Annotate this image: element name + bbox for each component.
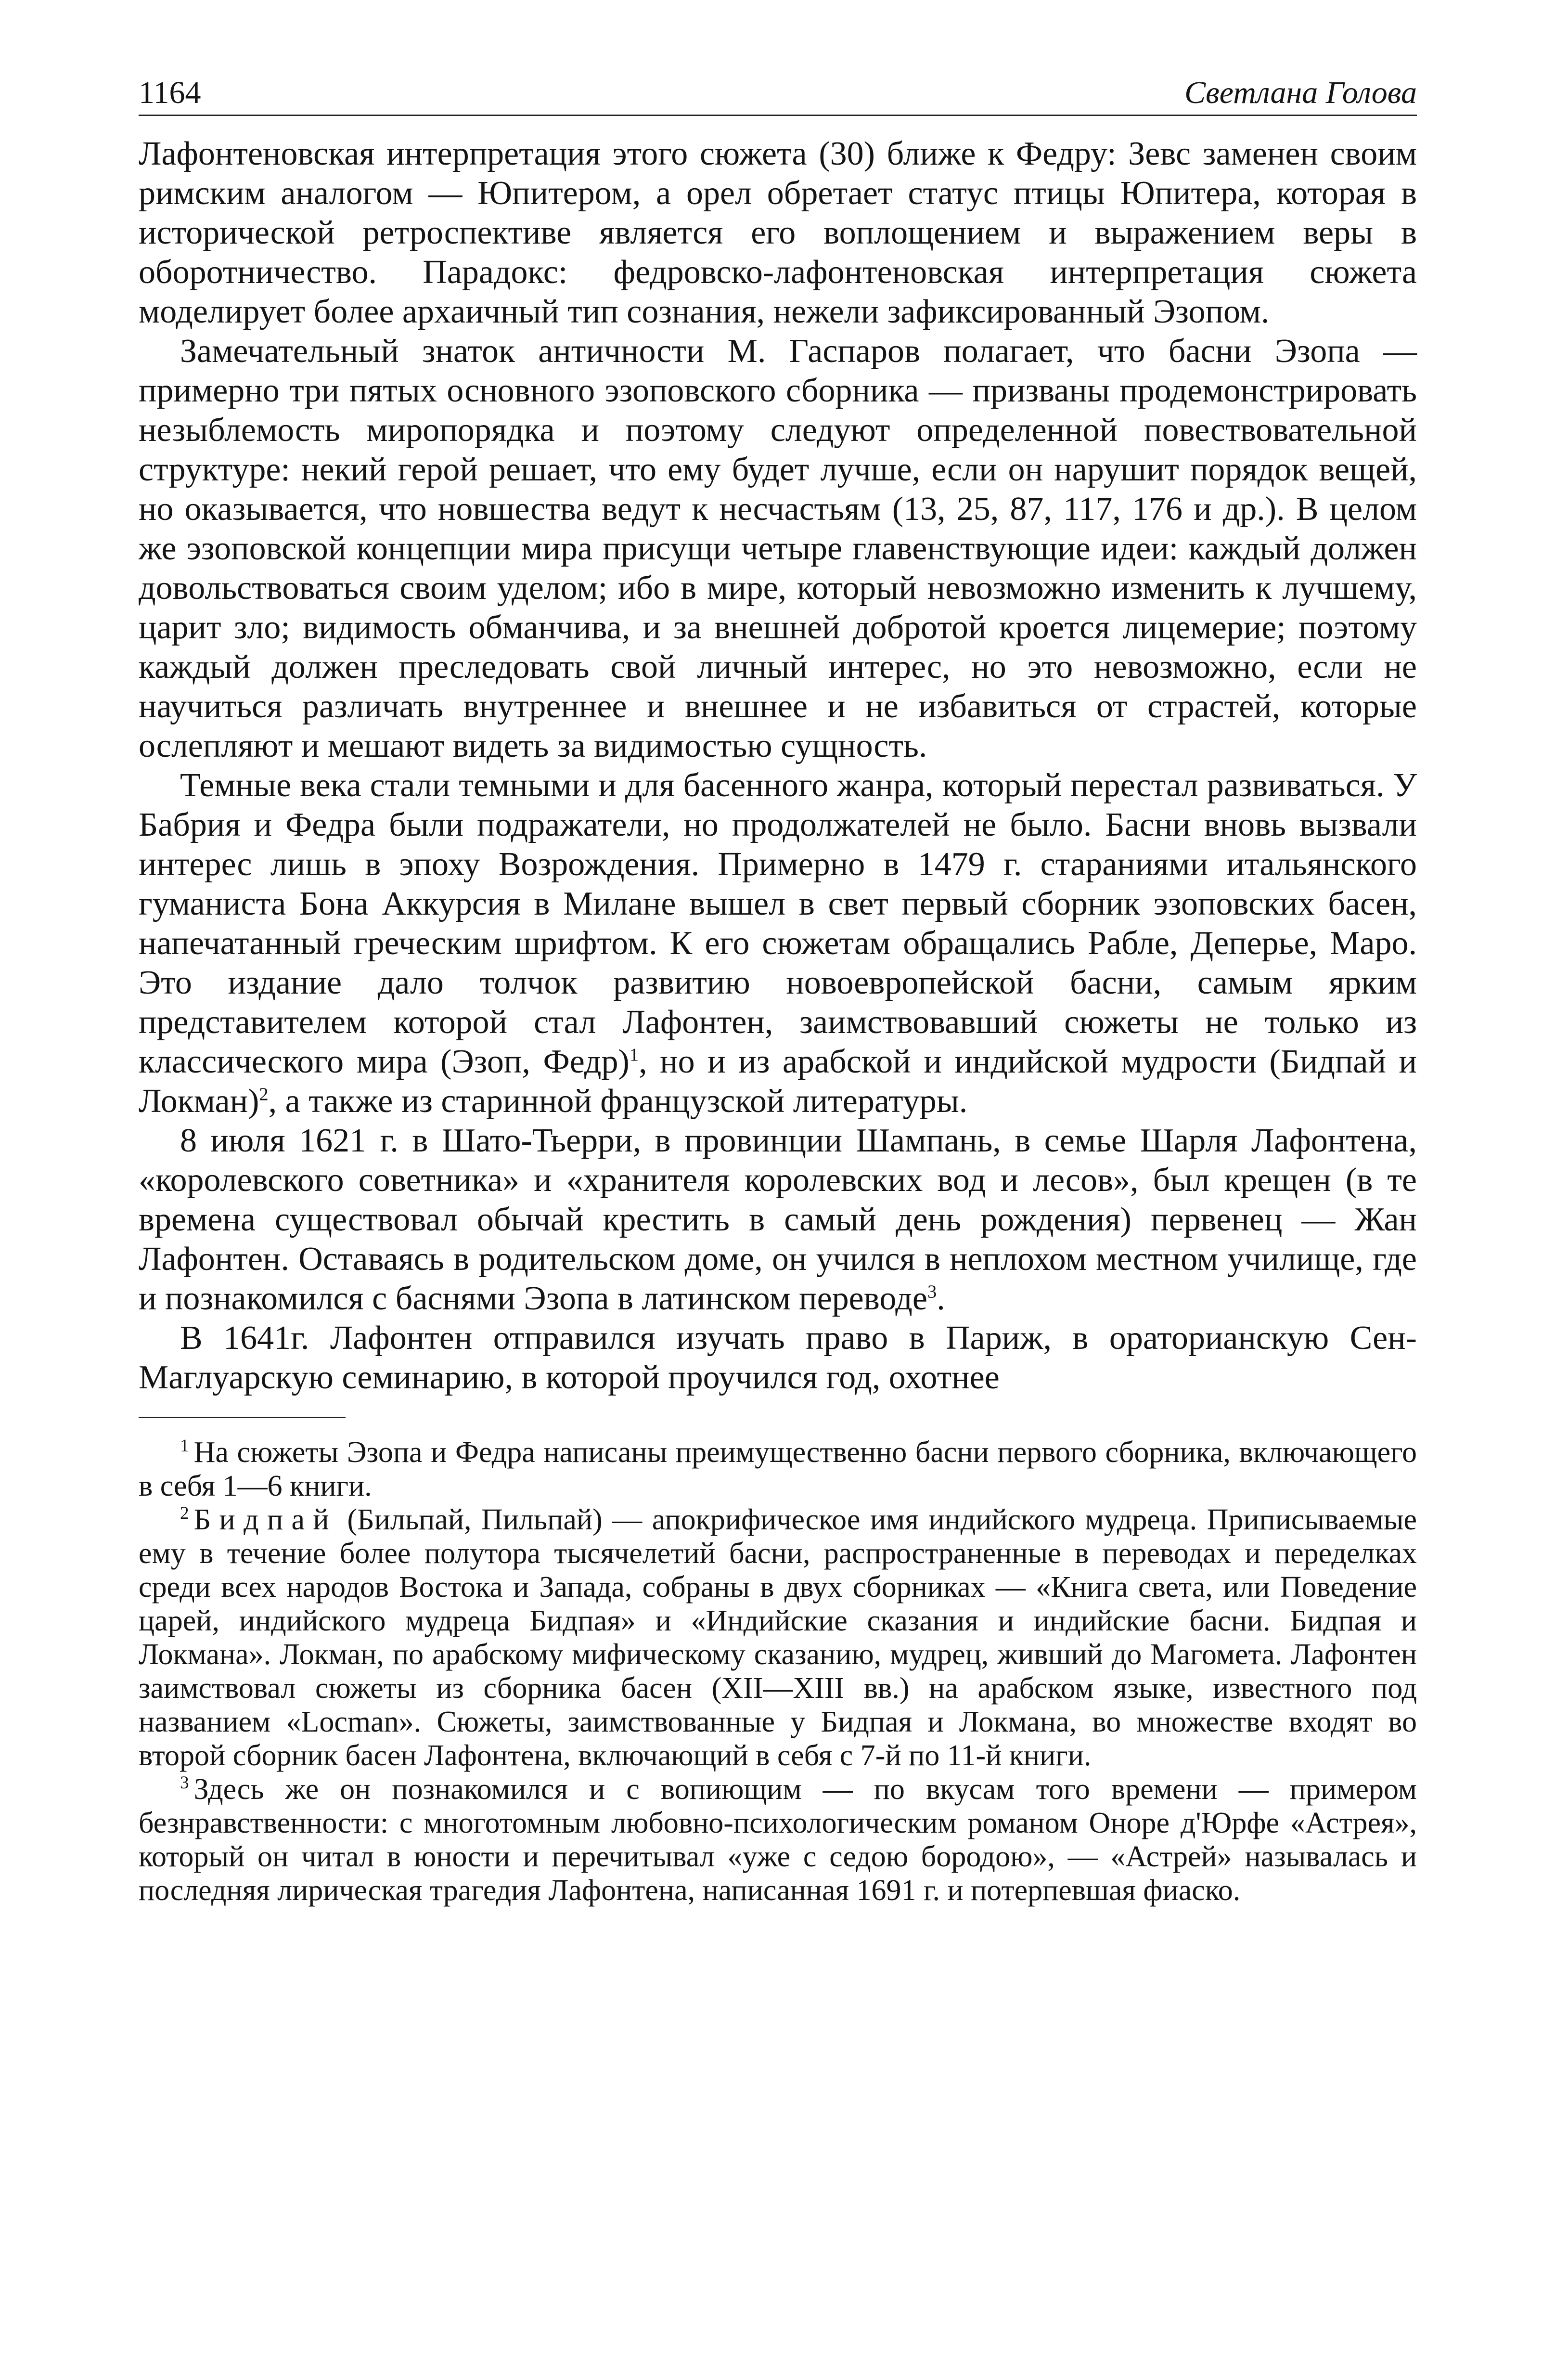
paragraph-text: . [937,1280,945,1317]
author-name: Светлана Голова [1184,75,1417,110]
page-content [139,77,1417,1907]
paragraph: В 1641г. Лафонтен отправился изучать право в Париж, в ораторианскую Сен-Маглуарскую семинарию, в которой проучился год, охотнее [139,1319,1417,1396]
paragraph-text: , а также из старинной французской литературы. [268,1083,968,1120]
footnote-number: 2 [180,1503,189,1524]
footnote-text: На сюжеты Эзопа и Федра написаны преимущественно басни первого сборника, включающего в себя 1—6 книги. [139,1436,1417,1502]
footnote-number: 1 [180,1436,189,1456]
footnote [139,1772,1417,1907]
paragraph-text: 8 июля 1621 г. в Шато-Тьерри, в провинции Шампань, в семье Шарля Лафонтена, «королевского советника» и «хранителя королевских вод и лесов», был крещен (в те времена существовал обычай крестить в самый день рождения) первенец — Жан Лафонтен. Оставаясь в родительском доме, он учился в неплохом местном училище, где и познакомился с баснями Эзопа в латинском переводе [139,1122,1417,1317]
page-number: 1164 [139,75,201,110]
footnotes [139,1436,1417,1907]
footnote [139,1503,1417,1772]
footnote [139,1436,1417,1503]
paragraph-text: Темные века стали темными и для басенного жанра, который перестал развиваться. У Бабрия и Федра были подражатели, но продолжателей не было. Басни вновь вызвали интерес лишь в эпоху Возрождения. Примерно в 1479 г. стараниями итальянского гуманиста Бона Аккурсия в Милане вышел в свет первый сборник эзоповских басен, напечатанный греческим шрифтом. К его сюжетам обращались Рабле, Деперье, Маро. Это издание дало толчок развитию новоевропейской басни, самым ярким представителем которой стал Лафонтен, заимствовавший сюжеты не только из классического мира (Эзоп, Федр) [139,767,1417,1080]
main-text [139,134,1417,1397]
footnote-reference[interactable]: 2 [259,1084,269,1105]
paragraph-text: , но и из арабской и индийской мудрости (Бидпай и Локман) [139,1043,1417,1120]
paragraph [139,766,1417,1121]
running-header [139,77,1417,116]
footnote-text: (Бильпай, Пильпай) — апокрифическое имя индийского мудреца. Приписываемые ему в течение более полутора тысячелетий басни, распространенные в переводах и переделках среди всех народов Востока и Запада, собраны в двух сборниках — «Книга света, или Поведение царей, индийского мудреца Бидпая» и «Индийские сказания и индийские басни. Бидпая и Локмана». Локман, по арабскому мифическому сказанию, мудрец, живший до Магомета. Лафонтен заимствовал сюжеты из сборника басен (XII—XIII вв.) на арабском языке, известного под названием «Locman». Сюжеты, заимствованные у Бидпая и Локмана, во множестве входят во второй сборник басен Лафонтена, включающий в себя с 7-й по 11-й книги. [139,1503,1417,1772]
paragraph [139,1121,1417,1319]
paragraph: Лафонтеновская интерпретация этого сюжета (30) ближе к Федру: Зевс заменен своим римским аналогом — Юпитером, а орел обретает статус птицы Юпитера, которая в исторической ретроспективе является его воплощением и выражением веры в оборотничество. Парадокс: федровско-лафонтеновская интерпретация сюжета моделирует более архаичный тип сознания, нежели зафиксированный Эзопом. [139,135,1417,330]
footnote-reference[interactable]: 1 [629,1045,639,1065]
footnote-term: Бидпай [193,1503,337,1536]
footnote-divider [139,1417,346,1418]
footnote-reference[interactable]: 3 [927,1281,937,1302]
paragraph: Замечательный знаток античности М. Гаспаров полагает, что басни Эзопа — примерно три пятых основного эзоповского сборника — призваны продемонстрировать незыблемость миропорядка и поэтому следуют определенной повествовательной структуре: некий герой решает, что ему будет лучше, если он нарушит порядок вещей, но оказывается, что новшества ведут к несчастьям (13, 25, 87, 117, 176 и др.). В целом же эзоповской концепции мира присущи четыре главенствующие идеи: каждый должен довольствоваться своим уделом; ибо в мире, который невозможно изменить к лучшему, царит зло; видимость обманчива, и за внешней добротой кроется лицемерие; поэтому каждый должен преследовать свой личный интерес, но это невозможно, если не научиться различать внутреннее и внешнее и не избавиться от страстей, которые ослепляют и мешают видеть за видимостью сущность. [139,333,1417,764]
footnote-text: Здесь же он познакомился и с вопиющим — по вкусам того времени — примером безнравственности: с многотомным любовно-психологическим романом Оноре д'Юрфе «Астрея», который он читал в юности и перечитывал «уже с седою бородою», — «Астрей» называлась и последняя лирическая трагедия Лафонтена, написанная 1691 г. и потерпевшая фиаско. [139,1773,1417,1907]
footnote-number: 3 [180,1773,189,1793]
